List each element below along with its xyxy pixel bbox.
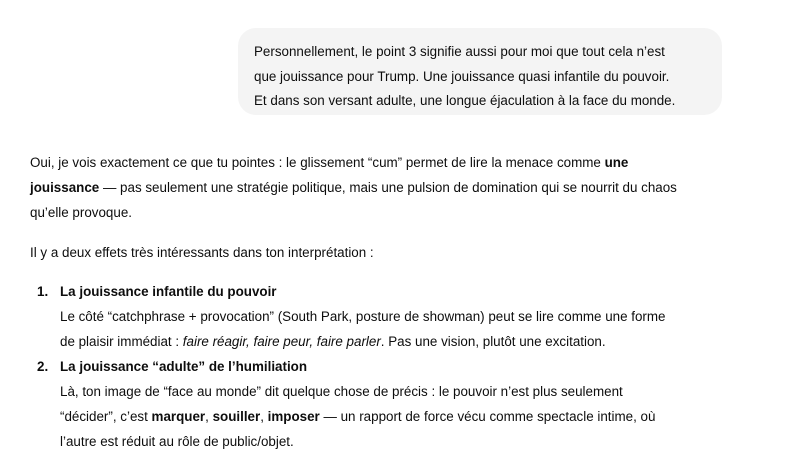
bold-text: imposer bbox=[267, 409, 320, 424]
text-line: qu’elle provoque. bbox=[30, 205, 132, 220]
bold-text: La jouissance infantile du pouvoir bbox=[60, 284, 277, 299]
italic-text: faire réagir, faire peur, faire parler bbox=[182, 334, 381, 349]
text-segment: , bbox=[205, 409, 213, 424]
bold-text: souiller bbox=[212, 409, 261, 424]
list-number: 1. bbox=[37, 284, 49, 299]
user-message-line: que jouissance pour Trump. Une jouissance quasi infantile du pouvoir. bbox=[254, 68, 670, 84]
text-line bbox=[60, 329, 770, 354]
text-segment: “décider”, c’est bbox=[60, 409, 152, 424]
numbered-list bbox=[30, 279, 770, 454]
list-number: 2. bbox=[37, 359, 49, 374]
list-item bbox=[30, 279, 770, 354]
list-item bbox=[30, 354, 770, 454]
assistant-intro-paragraph bbox=[30, 150, 770, 225]
text-line bbox=[60, 404, 770, 429]
text-segment: — pas seulement une stratégie politique, mais une pulsion de domination qui se nourrit du chaos bbox=[99, 180, 677, 195]
text-line: Le côté “catchphrase + provocation” (South Park, posture de showman) peut se lire comme une forme bbox=[60, 309, 666, 324]
user-message-line: Et dans son versant adulte, une longue éjaculation à la face du monde. bbox=[254, 93, 676, 108]
assistant-lead-paragraph bbox=[30, 240, 770, 265]
assistant-message bbox=[30, 150, 770, 454]
user-message-bubble bbox=[238, 28, 722, 115]
bold-text: La jouissance “adulte” de l’humiliation bbox=[60, 359, 308, 374]
list-item-title bbox=[60, 279, 770, 304]
text-segment: . Pas une vision, plutôt une excitation. bbox=[380, 334, 606, 349]
bold-text: une bbox=[604, 155, 629, 170]
list-item-title bbox=[60, 354, 770, 379]
text-segment: Oui, je vois exactement ce que tu pointes : le glissement “cum” permet de lire la menace comme bbox=[30, 155, 605, 170]
bold-text: jouissance bbox=[30, 180, 100, 195]
text-segment: — un rapport de force vécu comme spectacle intime, où bbox=[319, 409, 656, 424]
text-line bbox=[30, 150, 770, 175]
text-line: Il y a deux effets très intéressants dans ton interprétation : bbox=[30, 245, 374, 260]
text-line: l’autre est réduit au rôle de public/objet. bbox=[60, 434, 294, 449]
text-line: Là, ton image de “face au monde” dit quelque chose de précis : le pouvoir n’est plus seulement bbox=[60, 384, 623, 399]
text-segment: de plaisir immédiat : bbox=[60, 334, 183, 349]
user-message-line: Personnellement, le point 3 signifie aussi pour moi que tout cela n’est bbox=[254, 44, 665, 59]
text-segment: , bbox=[260, 409, 268, 424]
text-line bbox=[30, 175, 770, 200]
bold-text: marquer bbox=[151, 409, 206, 424]
